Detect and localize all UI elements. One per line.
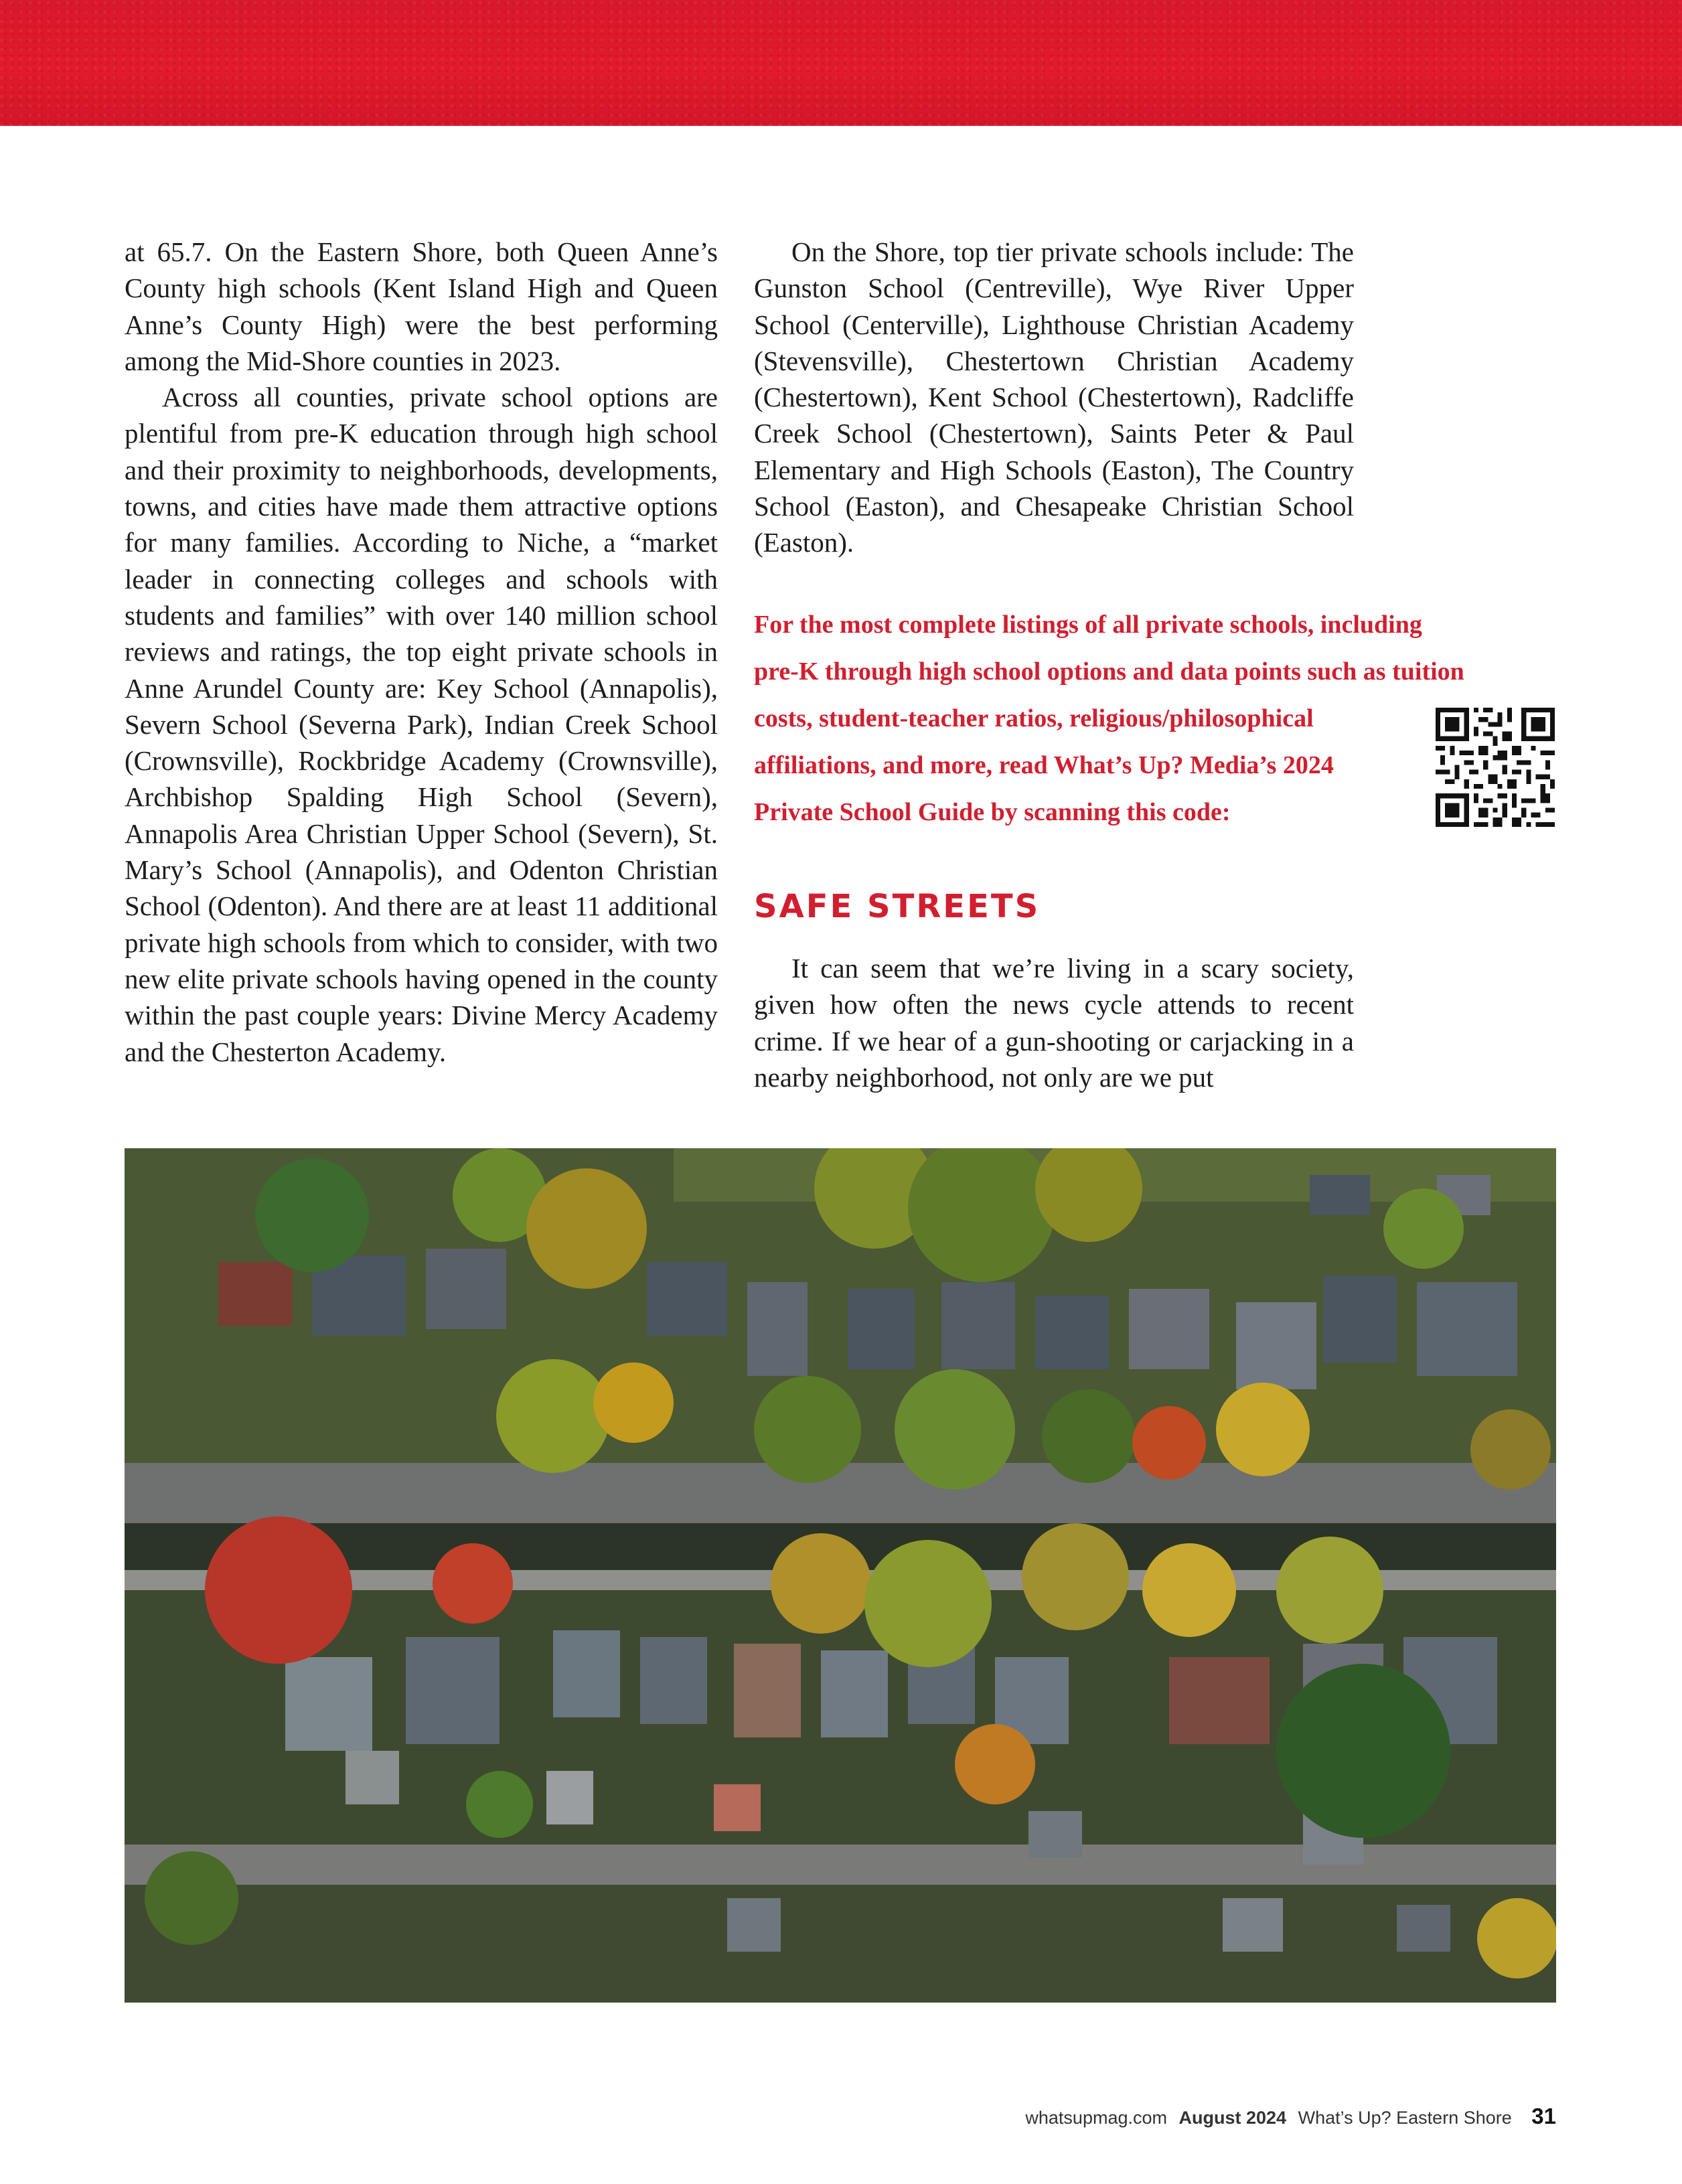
article-paragraph: On the Shore, top tier private schools include: The Gunston School (Centreville), Wye River Upper School (Centerville), Lighthouse Christian Academy (Stevensville), Chestertown Christian Academy (Chestertown), Kent School (Chestertown), Radcliffe Creek School (Chestertown), Saints Peter & Paul Elementary and High Schools (Easton), The Country School (Easton), and Chesapeake Christian School (Easton). bbox=[754, 236, 1354, 558]
qr-code-icon[interactable] bbox=[1436, 708, 1555, 827]
article-paragraph: Across all counties, private school options are plentiful from pre-K education through high school and their proximity to neighborhoods, developments, towns, and cities have made them attractive options for many families. According to Niche, a “market leader in connecting colleges and schools with students and families” with over 140 million school reviews and ratings, the top eight private schools in Anne Arundel County are: Key School (Annapolis), Severn School (Severna Park), Indian Creek School (Crownsville), Rockbridge Academy (Crownsville), Archbishop Spalding High School (Severn), Annapolis Area Christian Upper School (Severn), St. Mary’s School (Annapolis), and Odenton Christian School (Odenton). And there are at least 11 additional private high schools from which to consider, with two new elite private schools having opened in the county within the past couple years: Divine Mercy Academy and the Chesterton Academy. bbox=[125, 382, 718, 1067]
page-number: 31 bbox=[1531, 2104, 1556, 2128]
article-paragraph: at 65.7. On the Eastern Shore, both Queen Anne’s County high schools (Kent Island High and Queen Anne’s County High) were the best performing among the Mid-Shore counties in 2023. bbox=[125, 236, 718, 376]
callout-line: pre-K through high school options and data points such as tuition bbox=[754, 657, 1464, 686]
section-heading: SAFE STREETS bbox=[754, 888, 1041, 925]
callout-line: affiliations, and more, read What’s Up? Media’s 2024 bbox=[754, 751, 1334, 779]
callout-line: Private School Guide by scanning this code: bbox=[754, 798, 1231, 826]
callout-line: costs, student-teacher ratios, religious/philosophical bbox=[754, 704, 1314, 732]
article-left-column bbox=[125, 234, 718, 1070]
callout-line: For the most complete listings of all private schools, including bbox=[754, 611, 1422, 639]
page-footer bbox=[1025, 2104, 1556, 2129]
footer-issue: August 2024 bbox=[1178, 2108, 1287, 2128]
aerial-neighborhood-photo bbox=[125, 1148, 1556, 2003]
footer-publication: What’s Up? Eastern Shore bbox=[1298, 2108, 1512, 2128]
footer-site: whatsupmag.com bbox=[1025, 2108, 1167, 2128]
article-right-column bbox=[754, 234, 1354, 561]
top-color-band bbox=[0, 0, 1682, 126]
section-body bbox=[754, 950, 1354, 1095]
article-paragraph: It can seem that we’re living in a scary society, given how often the news cycle attends to recent crime. If we hear of a gun-shooting or carjacking in a nearby neighborhood, not only are we put bbox=[754, 953, 1354, 1093]
